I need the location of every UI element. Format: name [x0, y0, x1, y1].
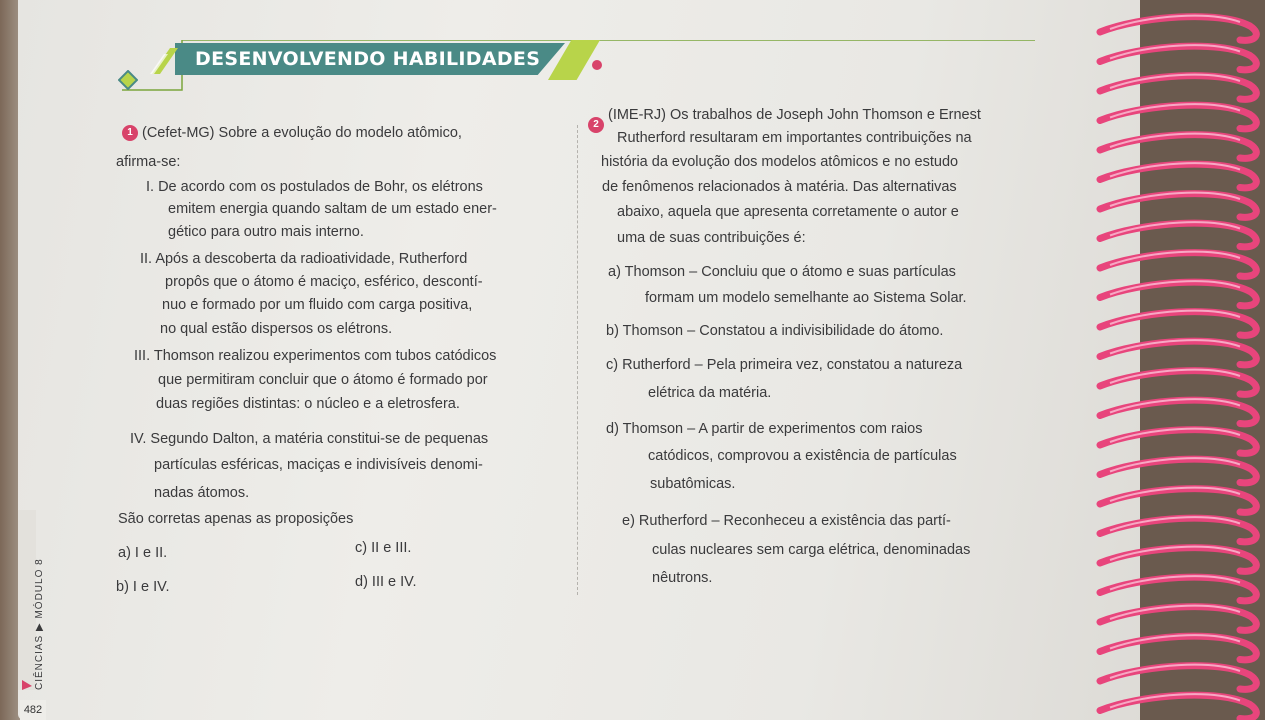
q2-option-e-line[interactable]: nêutrons.	[652, 570, 713, 586]
q2-option-a-line[interactable]: a) Thomson – Concluiu que o átomo e suas partículas	[608, 264, 956, 280]
question-1-number: 1	[122, 125, 138, 141]
q1-item-i-line: gético para outro mais interno.	[168, 224, 364, 240]
header-diamond-icon	[118, 70, 138, 90]
q1-item-iii-line: que permitiram concluir que o átomo é formado por	[158, 372, 488, 388]
q1-option-b[interactable]: b) I e IV.	[116, 579, 170, 595]
q1-item-i-line: emitem energia quando saltam de um estado ener-	[168, 201, 497, 217]
section-title: DESENVOLVENDO HABILIDADES	[195, 48, 541, 70]
q1-item-iv-line: partículas esféricas, maciças e indivisíveis denomi-	[154, 457, 483, 473]
q2-stem-line: história da evolução dos modelos atômicos e no estudo	[601, 154, 959, 170]
q2-stem-line: Rutherford resultaram em importantes contribuições na	[617, 130, 972, 146]
header-chevron-icon	[150, 46, 180, 76]
q1-item-i-line: I. De acordo com os postulados de Bohr, os elétrons	[146, 179, 483, 195]
q1-item-ii-line: propôs que o átomo é maciço, esférico, descontí-	[165, 274, 483, 290]
q1-item-ii-line: II. Após a descoberta da radioatividade, Rutherford	[140, 251, 468, 267]
q1-stem-line-2: afirma-se:	[116, 154, 181, 170]
question-2-number: 2	[588, 117, 604, 133]
q1-item-ii-line: nuo e formado por um fluido com carga positiva,	[162, 297, 473, 313]
header-dot-icon	[592, 60, 602, 70]
q1-item-iii-line: duas regiões distintas: o núcleo e a eletrosfera.	[156, 396, 460, 412]
q2-option-d-line[interactable]: catódicos, comprovou a existência de partículas	[648, 448, 957, 464]
q2-option-e-line[interactable]: e) Rutherford – Reconheceu a existência das partí-	[622, 513, 951, 529]
q2-stem-line: de fenômenos relacionados à matéria. Das alternativas	[602, 179, 957, 195]
q2-stem-line: (IME-RJ) Os trabalhos de Joseph John Thomson e Ernest	[608, 107, 981, 123]
q2-stem-line: uma de suas contribuições é:	[617, 230, 806, 246]
q2-option-e-line[interactable]: culas nucleares sem carga elétrica, denominadas	[652, 542, 971, 558]
q1-option-c[interactable]: c) II e III.	[355, 540, 412, 556]
q2-option-c-line[interactable]: c) Rutherford – Pela primeira vez, constatou a natureza	[606, 357, 963, 373]
q2-option-d-line[interactable]: subatômicas.	[650, 476, 736, 492]
q1-stem-line-1: (Cefet-MG) Sobre a evolução do modelo atômico,	[142, 125, 462, 141]
q1-option-d[interactable]: d) III e IV.	[355, 574, 417, 590]
q1-item-iv-line: IV. Segundo Dalton, a matéria constitui-se de pequenas	[130, 431, 489, 447]
q1-option-a[interactable]: a) I e II.	[118, 545, 168, 561]
q2-option-a-line[interactable]: formam um modelo semelhante ao Sistema Solar.	[645, 290, 967, 306]
spiral-binding	[1080, 0, 1265, 720]
page-number: 482	[20, 700, 46, 720]
q2-option-c-line[interactable]: elétrica da matéria.	[648, 385, 772, 401]
side-module-label: CIÊNCIAS ▶ MÓDULO 8	[34, 558, 45, 690]
q1-item-iii-line: III. Thomson realizou experimentos com tubos catódicos	[134, 348, 497, 364]
q1-item-iv-line: nadas átomos.	[154, 485, 250, 501]
q1-prompt: São corretas apenas as proposições	[118, 511, 354, 527]
q2-option-b-line[interactable]: b) Thomson – Constatou a indivisibilidade do átomo.	[606, 323, 944, 339]
column-divider	[577, 125, 578, 595]
q2-stem-line: abaixo, aquela que apresenta corretamente o autor e	[617, 204, 959, 220]
q2-option-d-line[interactable]: d) Thomson – A partir de experimentos com raios	[606, 421, 923, 437]
q1-item-ii-line: no qual estão dispersos os elétrons.	[160, 321, 393, 337]
